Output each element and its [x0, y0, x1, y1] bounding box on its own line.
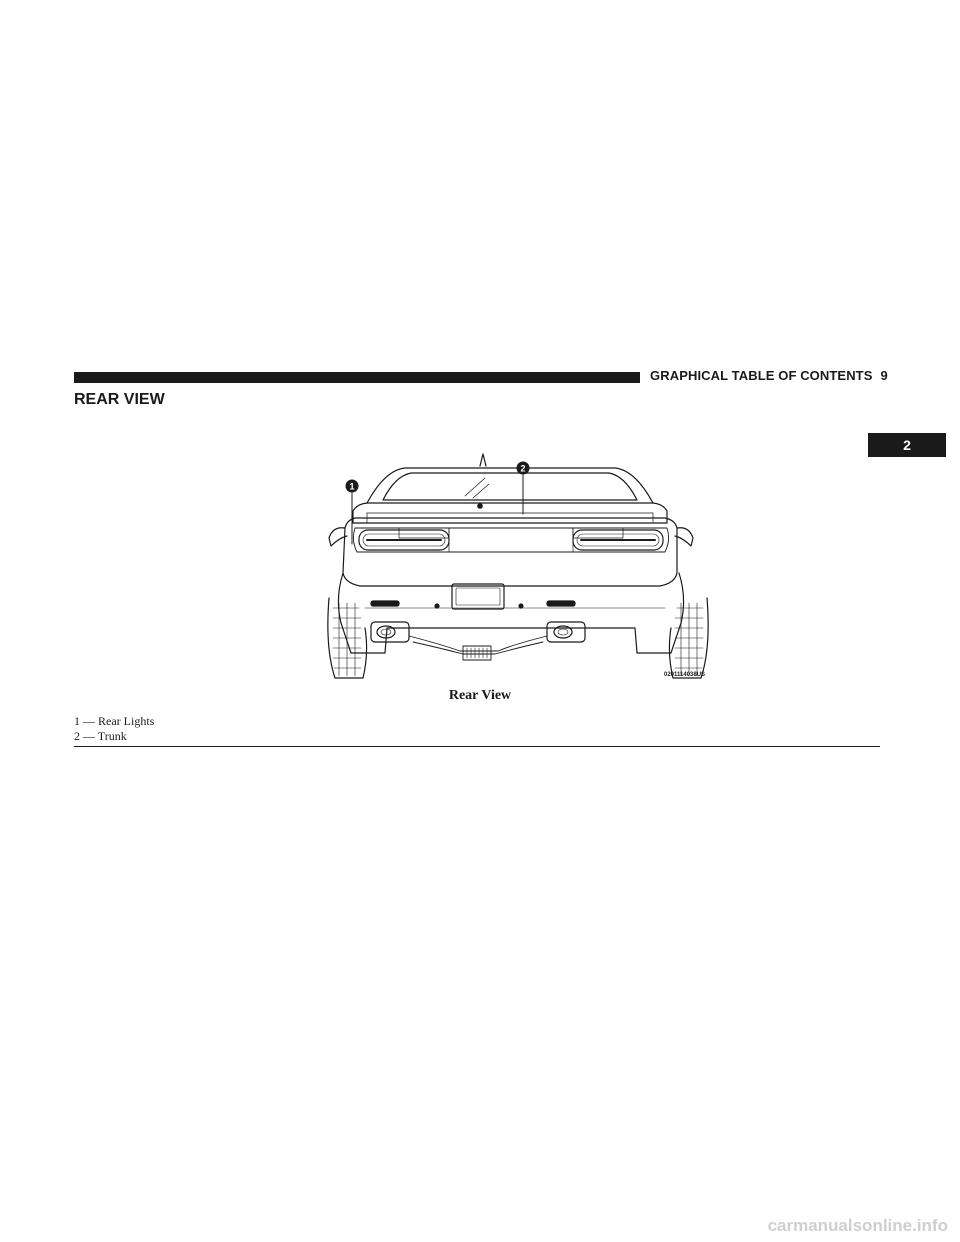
- figure-caption: Rear View: [448, 688, 512, 703]
- page-number: 9: [880, 368, 888, 383]
- figure-code: 0201114038US: [664, 672, 706, 678]
- rear-view-illustration: [315, 448, 725, 683]
- header-bar: [74, 372, 640, 383]
- chapter-tab-label: 2: [903, 437, 911, 453]
- callout-2-label: 2: [520, 463, 526, 474]
- legend: [74, 714, 154, 744]
- car-rear-drawing: [315, 448, 725, 683]
- section-title: REAR VIEW: [74, 391, 165, 408]
- legend-item: 2 — Trunk: [74, 729, 127, 743]
- watermark: carmanualsonline.info: [767, 1216, 948, 1235]
- running-header: [650, 368, 888, 383]
- divider-rule: [74, 746, 880, 747]
- callout-1-label: 1: [349, 481, 355, 492]
- chapter-tab[interactable]: [868, 433, 946, 457]
- running-header-title: GRAPHICAL TABLE OF CONTENTS: [650, 368, 873, 383]
- legend-item: 1 — Rear Lights: [74, 714, 155, 728]
